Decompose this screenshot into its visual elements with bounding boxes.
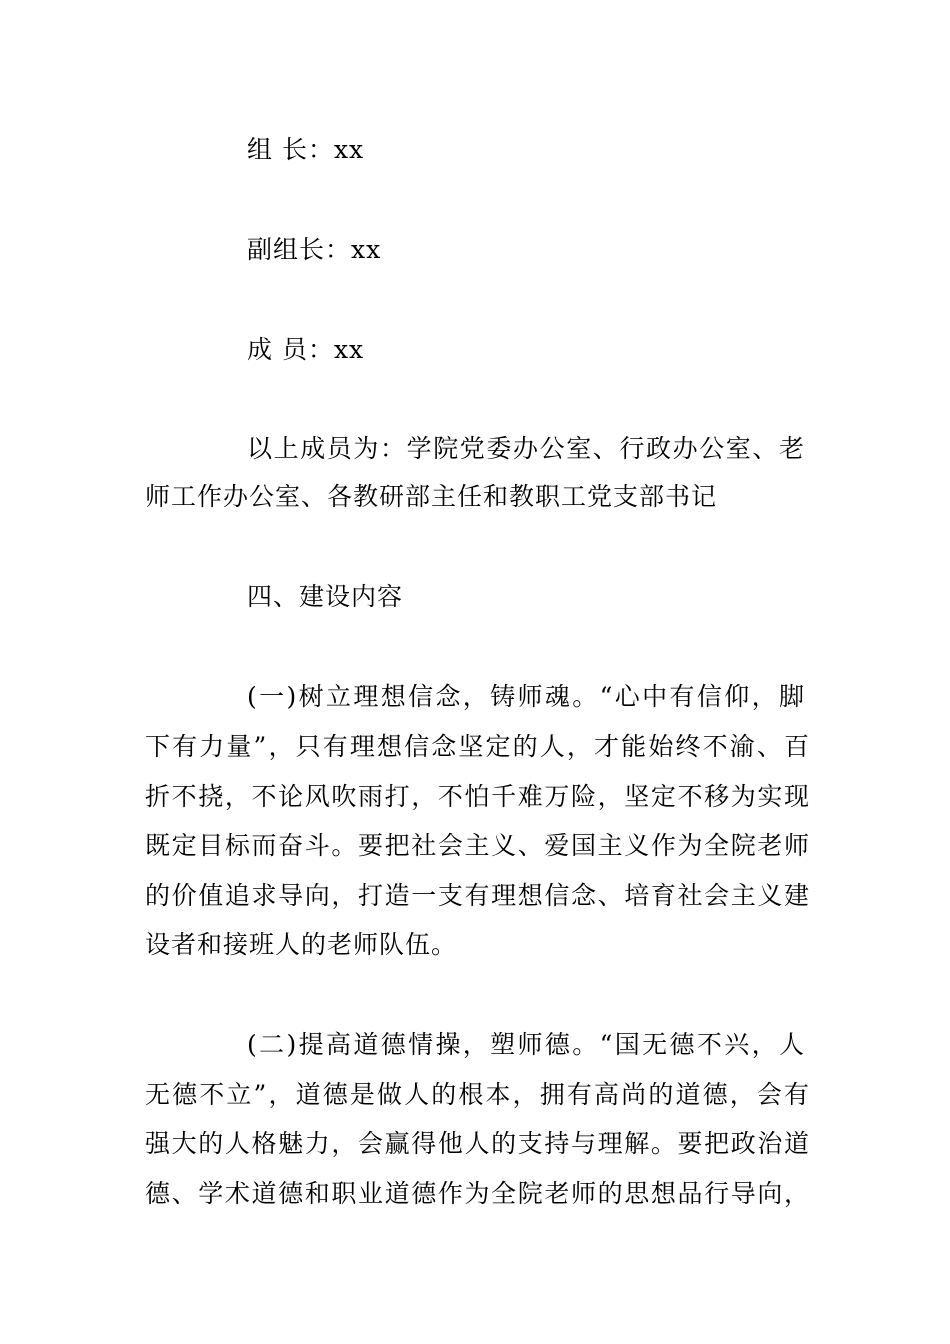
para2-line-3: 强大的人格魅力，会赢得他人的支持与理解。要把政治道	[145, 1129, 810, 1158]
members-note-line-2: 师工作办公室、各教研部主任和教职工党支部书记	[145, 482, 718, 511]
members-note-line-1: 以上成员为：学院党委办公室、行政办公室、老	[247, 434, 805, 463]
members-line: 成 员：xx	[247, 335, 365, 364]
para1-line-1: (一)树立理想信念，铸师魂。“心中有信仰，脚	[247, 682, 805, 711]
para1-line-4: 既定目标而奋斗。要把社会主义、爱国主义作为全院老师	[145, 831, 810, 860]
para2-line-1: (二)提高道德情操，塑师德。“国无德不兴，人	[247, 1030, 805, 1059]
para2-line-2: 无德不立”，道德是做人的根本，拥有高尚的道德，会有	[145, 1080, 810, 1109]
para1-line-5: 的价值追求导向，打造一支有理想信念、培育社会主义建	[145, 881, 810, 910]
group-leader-line: 组 长：xx	[247, 135, 365, 164]
para1-line-2: 下有力量”，只有理想信念坚定的人，才能始终不渝、百	[145, 732, 810, 761]
para1-line-6: 设者和接班人的老师队伍。	[145, 930, 458, 959]
section-heading: 四、建设内容	[247, 582, 404, 611]
para1-line-3: 折不挠，不论风吹雨打，不怕千难万险，坚定不移为实现	[145, 782, 810, 811]
deputy-leader-line: 副组长：xx	[247, 235, 382, 264]
para2-line-4: 德、学术道德和职业道德作为全院老师的思想品行导向，	[145, 1179, 810, 1208]
